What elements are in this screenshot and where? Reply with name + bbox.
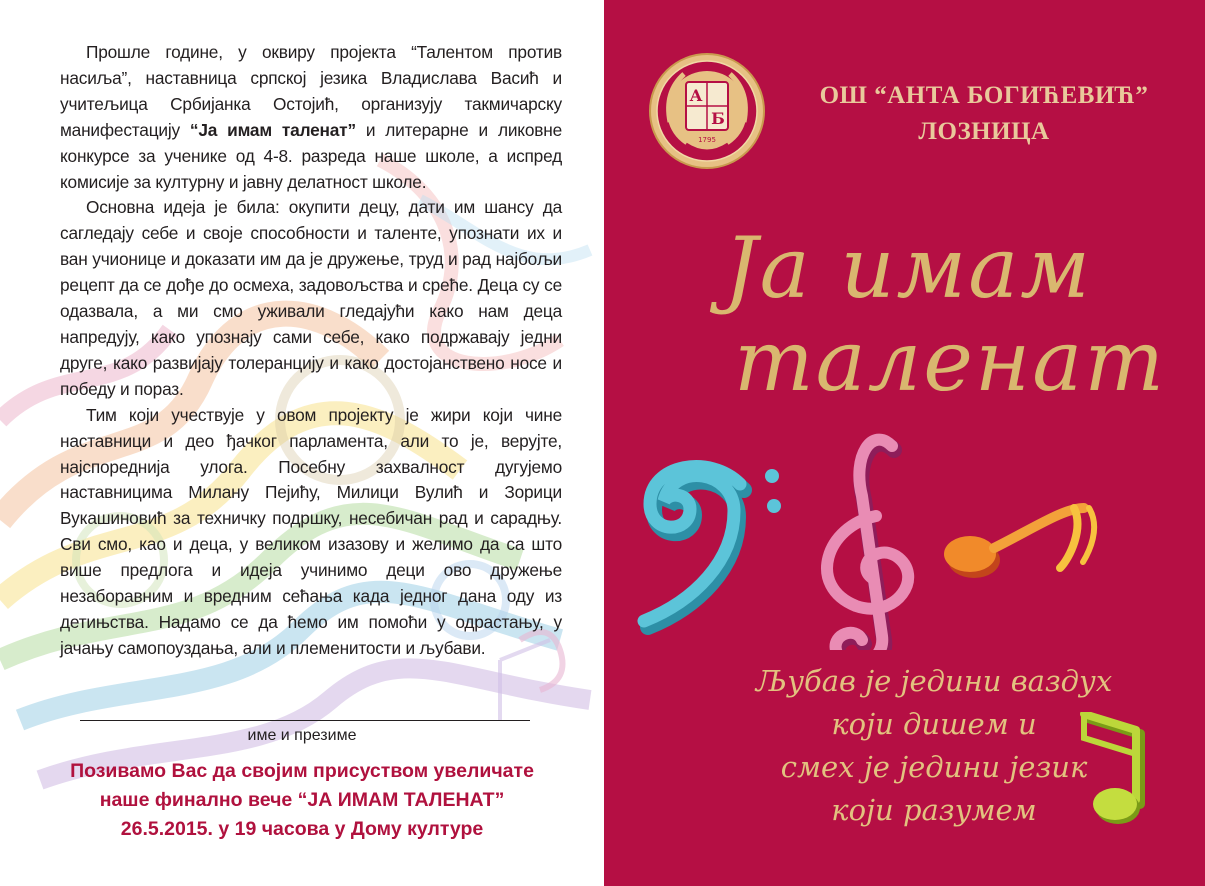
invitation-line-3: 26.5.2015. у 19 часова у Дому културе <box>120 818 484 840</box>
right-panel <box>604 0 1205 886</box>
green-note-icon <box>1074 712 1159 832</box>
quote-line-2: који дишем и <box>831 707 1037 741</box>
invitation-line-1: Позивамо Вас да својим присуством увеличате <box>70 760 534 782</box>
school-name-line-2: ЛОЗНИЦА <box>918 118 1050 145</box>
quote-line-3: смех је једини језик <box>780 750 1088 784</box>
invitation-line-2: наше финално вече “ЈА ИМАМ ТАЛЕНАТ” <box>99 789 505 811</box>
paragraph-1: Прошле године, у оквиру пројекта “Талентом против насиља”, наставница српскoj језика Владислава Васић и учитељица Србијанка Остојић, организују такмичарску манифестацију “Ја имам таленат” и литерарне и ликовне конкурсе за ученике од 4-8. разреда наше школе, а испред комисије за културну и јавну делатност школе. <box>60 42 562 192</box>
body-text <box>60 40 562 662</box>
paragraph-3: Тим који учествује у овом пројекту је жири који чине наставници и део ђачког парламента, али то је, верујте, најспореднија улога. Посебну захвалност дугујемо наставницима Милану Пејићу, Милици Вулић и Зорици Вукашиновић за техничку подршку, несебичан рад и сарадњу. Сви смо, као и деца, у великом изазову и желимо да са што више предлога и идеја учинимо деци ово дружење незаборавним и вредним сећања када једног дана оду из детињства. Надамо се да ћемо им помоћи у одрастању, у јачању самопоуздања, али и племенитости и љубави. <box>60 404 562 658</box>
treble-clef-icon <box>827 440 908 650</box>
svg-text:Б: Б <box>711 109 725 128</box>
svg-text:1795: 1795 <box>698 136 716 144</box>
quote-line-1: Љубав је једини ваздух <box>755 664 1113 698</box>
eighth-note-icon <box>944 508 1094 578</box>
signature-line <box>80 720 530 721</box>
invitation-text <box>0 757 604 844</box>
bass-clef-icon <box>644 467 781 627</box>
title-line-2: таленат <box>734 312 1166 410</box>
event-name-bold: “Ја имам таленат” <box>189 119 356 140</box>
quote-text <box>754 660 1114 832</box>
signature-label: име и презиме <box>247 727 357 744</box>
svg-text:А: А <box>689 86 703 105</box>
school-name <box>784 78 1184 150</box>
school-logo-icon <box>648 52 766 170</box>
paragraph-2: Основна идеја је била: окупити децу, дати им шансу да сагледају себе и своје способности и таленте, упознати их и ван учионице и доказати им да је дружење, труд и рад најбољи рецепт да се дође до осмеха, задовољства и среће. Деца су се одазвала, а ми смо уживали гледајући како нам деца напредују, како упознају сами себе, како подржавају једни друге, како развијају толеранцију и како достојанствено носе и победу и пораз. <box>60 197 562 399</box>
quote-line-4: који разумем <box>831 793 1037 827</box>
school-name-line-1: ОШ “АНТА БОГИЋЕВИЋ” <box>819 82 1149 109</box>
music-notes-art <box>604 420 1205 650</box>
title-line-1: Ја имам <box>724 219 1092 317</box>
